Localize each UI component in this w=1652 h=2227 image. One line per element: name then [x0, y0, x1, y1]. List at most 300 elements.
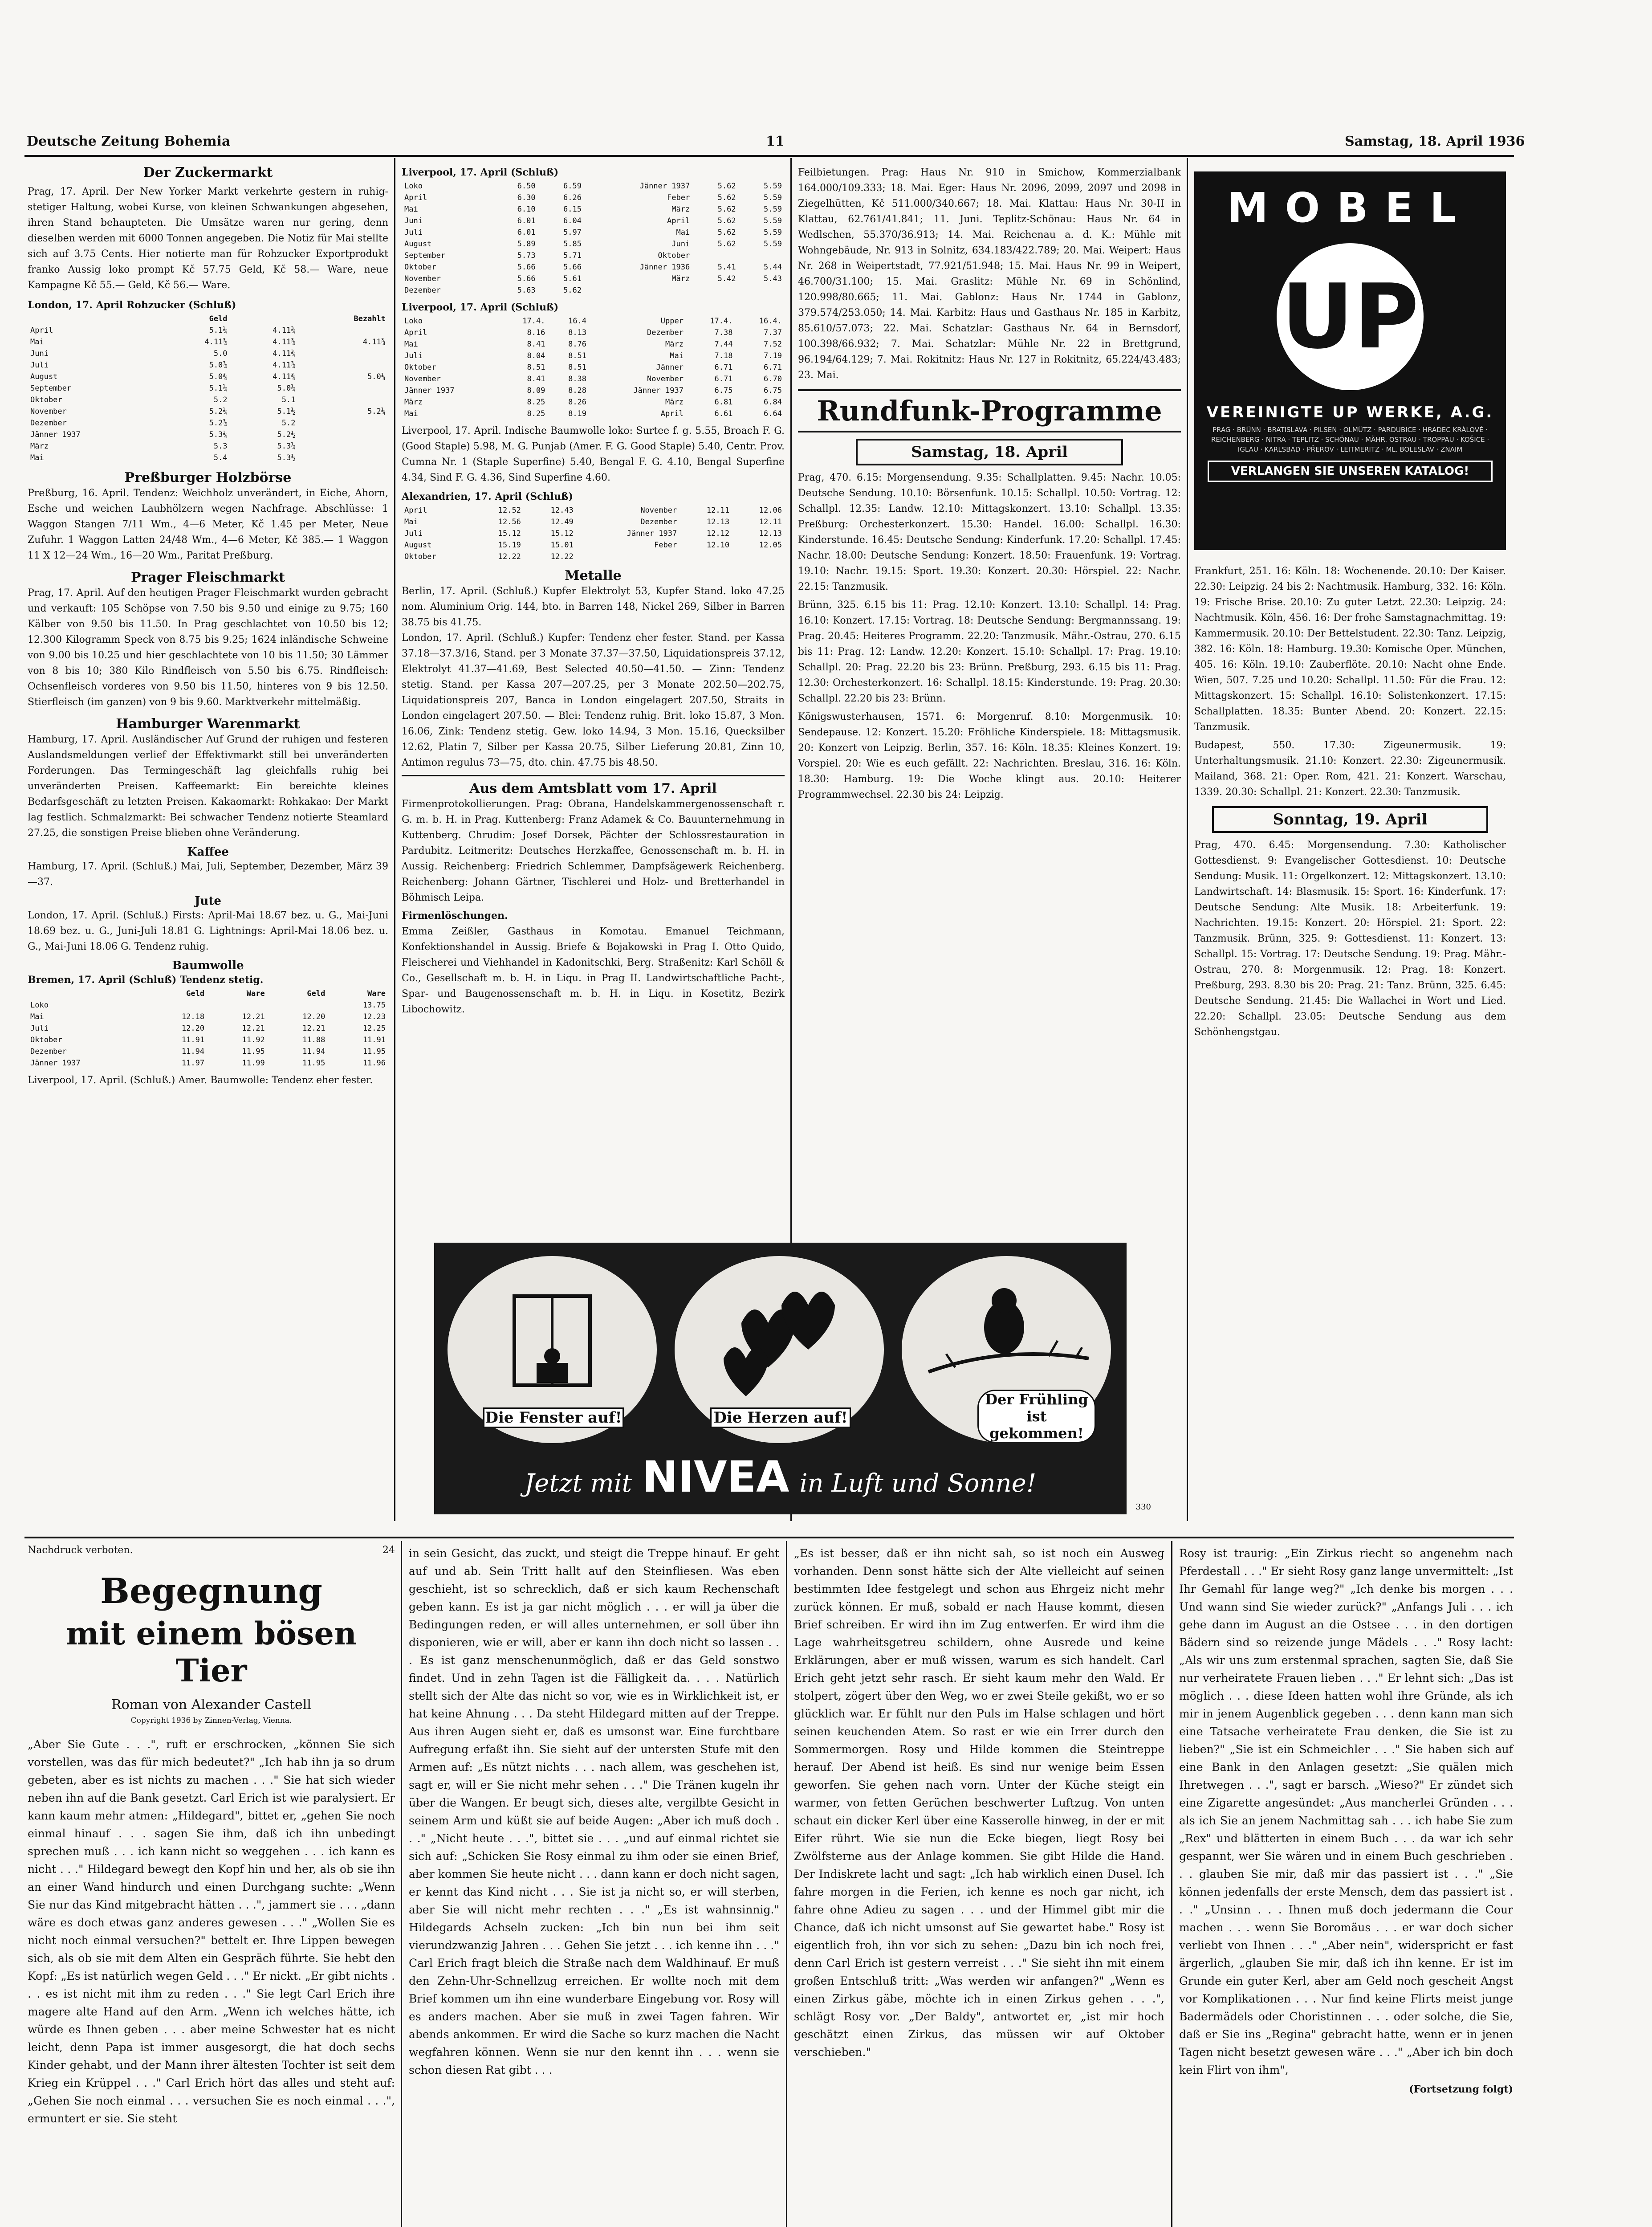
table-cell: 11.91 — [362, 1036, 386, 1044]
table-cell: 5.73 — [517, 251, 536, 260]
table-title: London, 17. April Rohzucker (Schluß) — [28, 299, 236, 311]
installment-number: 24 — [382, 1545, 395, 1556]
table-cell — [576, 551, 680, 563]
article-text: Berlin, 17. April. (Schluß.) Kupfer Elektrolyt 53, Kupfer Stand. loko 47.25 nom. Aluminium Orig. 144, bto. in Barren 148, Nickel 269, Silber in Barren 38.75 bis 41.75. — [402, 586, 785, 628]
table-cell: 7.37 — [764, 328, 782, 337]
ad-logo: UP — [1281, 265, 1419, 369]
table-cell: 6.30 — [517, 193, 536, 202]
column-divider — [394, 158, 395, 1521]
table-cell: Mai — [670, 351, 684, 360]
radio-schedule: Brünn, 325. 6.15 bis 11: Prag. 12.10: Konzert. 13.10: Schallpl. 14: Prag. 16.10: Konzert. 17.15: Vortrag. 18: Deutsche Sendung: Bergmannssang. 19: Prag. 20.45: Heiteres Programm. 22.20: Tanzmusik. Mähr.-Ostrau, 270. 6.15 bis 11: Prag. 12: Landw. 12.20: Konzert. 15.10: Schallpl. 17: Prag. 19.10: Schallpl. 20: Prag. 22.20 bis 23: Brünn. Preßburg, 293. 6.15 bis 11: Prag. 12.30: Orchesterkonzert. 16: Schallpl. 18.15: Kinderstunde. 19: Prag. 20.30: Schallpl. 22.20 bis 23: Brünn. — [798, 600, 1181, 704]
table-cell: April — [404, 506, 427, 515]
novel-copyright: Copyright 1936 by Zinnen-Verlag, Vienna. — [130, 1716, 292, 1725]
table-cell: 5.1¼ — [209, 384, 228, 393]
london-sugar-table — [28, 313, 388, 464]
table-cell: 6.70 — [764, 375, 782, 383]
table-cell — [207, 999, 268, 1011]
ad-panel-hearts — [675, 1256, 884, 1443]
table-cell: 8.41 — [527, 375, 545, 383]
table-row — [28, 325, 388, 336]
section-rule — [24, 1537, 1514, 1538]
table-row — [402, 516, 785, 528]
table-cell — [680, 551, 732, 563]
table-cell: Juni — [30, 349, 49, 358]
table-cell: 5.41 — [717, 263, 736, 272]
table-cell: 5.89 — [517, 240, 536, 249]
table-cell: 5.62 — [717, 193, 736, 202]
table-row — [28, 359, 388, 371]
table-cell: Jänner 1937 — [404, 386, 455, 395]
table-cell: 4.11¾ — [273, 372, 296, 381]
section-title: Preßburger Holzbörse — [124, 470, 292, 485]
table-cell: April — [667, 216, 690, 225]
table-row — [402, 528, 785, 539]
liverpool-table — [402, 180, 785, 296]
table-cell: November — [404, 375, 441, 383]
table-cell: Dezember — [30, 1047, 67, 1056]
slogan-pre: Jetzt mit — [524, 1469, 632, 1498]
table-cell: 4.11¾ — [273, 338, 296, 347]
ad-slogan — [434, 1452, 1127, 1502]
table-cell: 5.63 — [517, 286, 536, 295]
novel-column-2 — [409, 1545, 779, 2079]
table-cell: 11.94 — [181, 1047, 205, 1056]
table-cell: 6.61 — [714, 409, 733, 418]
section-title: Hamburger Warenmarkt — [116, 716, 300, 732]
slogan-post: in Luft und Sonne! — [799, 1469, 1037, 1498]
table-cell: 11.99 — [242, 1059, 265, 1068]
table-header-cell: Ware — [246, 989, 265, 998]
table-cell: Mai — [404, 205, 418, 214]
table-row — [402, 539, 785, 551]
table-row — [402, 385, 785, 396]
table-row — [402, 396, 785, 408]
table-cell: 12.05 — [759, 541, 782, 550]
table-cell — [739, 250, 785, 261]
table-cell: 5.62 — [717, 216, 736, 225]
table-cell: 12.22 — [550, 552, 574, 561]
table-cell: Oktober — [404, 552, 436, 561]
article-text: Preßburg, 16. April. Tendenz: Weichholz unverändert, in Eiche, Ahorn, Esche und weichen Laubhölzern wegen Nachfrage. Abschlüsse: 1 Waggon Stangen 7/11 Wm., 4—6 Meter, Kč 1.45 per Meter, Neue Zufuhr. 1 Waggon Latten 24/48 Wm., 4—6 Meter, Kč 385.— 1 Waggon 11 X 12—24 Wm., 16—20 Wm., Paritat Preßburg. — [28, 488, 388, 561]
table-cell: 8.38 — [568, 375, 587, 383]
table-cell: April — [660, 409, 684, 418]
table-cell: 6.75 — [764, 386, 782, 395]
table-cell: 12.20 — [302, 1012, 326, 1021]
table-cell: November — [640, 506, 677, 515]
table-cell: März — [671, 205, 690, 214]
table-cell: März — [30, 442, 49, 451]
article-text: London, 17. April. (Schluß.) Kupfer: Tendenz eher fester. Stand. per Kassa 37.18—37.3/16, Stand. per 3 Monate 37.37—37.50, Liquidationspreis 37.12, Elektrolyt 41.37—41.69, Best Selected 40.50—41.50. — Zinn: Tendenz stetig. Stand. per Kassa 207—207.25, per 3 Monate 202.50—202.75, Liquidationspreis 207, Banca in London eingelagert 207.50, Straits in London eingelagert 207.50. — Blei: Tendenz ruhig. Brit. loko 15.87, 3 Mon. 16.06, Zink: Tendenz stetig. Gew. loko 14.94, 3 Mon. 15.16, Quecksilber 12.62, Platin 7, Silber per Kassa 20.75, Silber Lieferung 20.81, Zinn 10, Antimon regulus 73—75, dto. chin. 47.75 bis 48.50. — [402, 632, 785, 768]
table-cell: 4.11¾ — [362, 338, 386, 347]
table-cell: 5.59 — [764, 216, 782, 225]
table-cell: 16.4 — [568, 317, 587, 326]
table-cell: Mai — [404, 340, 418, 349]
table-cell: Juli — [404, 351, 423, 360]
table-row — [402, 350, 785, 362]
table-cell: 8.28 — [568, 386, 587, 395]
table-cell: 12.20 — [181, 1024, 205, 1033]
table-cell: 12.43 — [550, 506, 574, 515]
table-cell: Juli — [404, 228, 423, 237]
table-cell: 17.4. — [710, 317, 733, 326]
table-cell: April — [30, 326, 53, 335]
table-cell: 13.75 — [362, 1001, 386, 1010]
ad-panel-window — [448, 1256, 657, 1443]
table-cell: Oktober — [30, 1036, 62, 1044]
subsection-title: Firmenlöschungen. — [402, 910, 508, 922]
table-cell: 5.85 — [563, 240, 582, 249]
table-cell: 4.11¾ — [273, 361, 296, 370]
table-cell: Juni — [671, 240, 690, 249]
table-cell: Loko — [404, 182, 423, 191]
table-row — [28, 406, 388, 417]
column-divider — [786, 1541, 787, 2227]
table-cell — [739, 285, 785, 296]
table-cell: März — [404, 398, 423, 407]
ad-caption: Die Herzen auf! — [710, 1407, 851, 1428]
table-cell: Mai — [404, 518, 418, 526]
table-cell: 4.11¾ — [204, 338, 228, 347]
table-cell: 5.1¼ — [209, 326, 228, 335]
table-row — [28, 1023, 388, 1034]
section-title: Aus dem Amtsblatt vom 17. April — [469, 781, 717, 796]
novel-text: Rosy ist traurig: „Ein Zirkus riecht so angenehm nach Pferdestall . . ." Er sieht Rosy ganz lange unvermittelt: „Ist Ihr Gemahl für lange weg?" „Ich denke bis morgen . . . Und wann sind Sie wieder zurück?" „Anfangs Juli . . . ich gehe dann im August an die Ostsee . . . in den dortigen Bädern sind so reizende junge Mädels . . ." Rosy lacht: „Als wir uns zum erstenmal sprachen, sagten Sie, daß Sie nur verheiratete Frauen lieben . . ." Er lehnt sich: „Das ist möglich . . . diese Ideen hatten wohl ihre Gründe, als ich mir in jenem Augenblick gegeben . . . denn kann man sich eine Tatsache verheiratete Frau denken, die Sie ist zu lieben?" „Sie ist ein Schmeichler . . ." Sie haben sich auf eine Bank in den Anlagen gesetzt: „Sie quälen mich Ihretwegen . . .", sagt er barsch. „Wieso?" Er zündet sich eine Zigarette angesündet: „Aus mancherlei Gründen . . . als ich Sie an jenem Nachmittag sah . . . ich habe Sie zum „Rex" und blätterten in einem Buch . . . da war ich sehr gespannt, wer Sie wären und in einem Buch geschrieben . . . glauben Sie mir, daß mir das passiert ist . . ." „Sie können jedenfalls der erste Mensch, dem das passiert ist . . ." „Unsinn . . . Ihnen muß doch jedermann die Cour machen . . . wenn Sie Boromäus . . . er war doch sicher verliebt von Ihnen . . ." „Aber nein", widerspricht er fast ärgerlich, „glauben Sie mir, daß ich ihn kenne. Er ist im Grunde ein guter Kerl, aber am Geld noch gescheit Angst vor Komplikationen . . . Nur find keine Flirts meist junge Badermädels oder Choristinnen . . . oder solche, die Sie, daß er Sie ins „Regina" gebracht hatte, wenn er in jenen Tagen nicht besetzt gewesen wäre . . ." „Aber ich bin doch kein Flirt von ihm", — [1179, 1547, 1513, 2076]
table-cell: Mai — [30, 338, 44, 347]
table-cell: Jänner 1937 — [30, 430, 81, 439]
table-cell: Jänner 1936 — [639, 263, 690, 272]
table-cell: 8.09 — [527, 386, 545, 395]
table-cell: Juni — [404, 216, 423, 225]
table-cell: 8.19 — [568, 409, 587, 418]
table-cell — [692, 250, 738, 261]
table-cell: November — [30, 407, 67, 416]
masthead-right: Samstag, 18. April 1936 — [1345, 134, 1525, 149]
table-cell: 8.51 — [527, 363, 545, 372]
table-cell: 5.66 — [517, 263, 536, 272]
table-row — [28, 336, 388, 348]
table-row — [402, 238, 785, 250]
nivea-brand: NIVEA — [642, 1452, 789, 1502]
table-cell — [298, 359, 388, 371]
table-row — [402, 180, 785, 192]
ad-brand-top: MOBEL — [1227, 184, 1473, 232]
table-cell — [146, 999, 207, 1011]
table-cell: Dezember — [404, 286, 441, 295]
table-row — [402, 327, 785, 339]
table-cell: 12.22 — [498, 552, 521, 561]
table-cell: 8.04 — [527, 351, 545, 360]
table-cell: 5.4 — [213, 453, 228, 462]
table-cell: 5.1 — [281, 396, 296, 404]
table-cell: 11.96 — [362, 1059, 386, 1068]
article-text: Liverpool, 17. April. (Schluß.) Amer. Baumwolle: Tendenz eher fester. — [28, 1075, 373, 1086]
table-cell: 17.4. — [522, 317, 545, 326]
article-text: Prag, 17. April. Der New Yorker Markt verkehrte gestern in ruhig-stetiger Haltung, wobei Kurse, von kleinen Schwankungen abgesehen, ihren Stand behaupteten. Die Umsätze waren nur gering, denn dieselben werden mit 6000 Tonnen angegeben. Die Notiz für Mai stellte sich auf 3.75 Cents. Hier notierte man für Rohzucker Exportprodukt franko Aussig loko prompt Kč 57.75 Geld, Kč 58.— Ware, neue Kampagne Kč 55.— Geld, Kč 56.— Ware. — [28, 186, 388, 291]
day-header-sunday: Sonntag, 19. April — [1212, 806, 1488, 833]
table-cell: 5.3¼ — [209, 430, 228, 439]
table-cell: 5.62 — [717, 205, 736, 214]
radio-schedule: Budapest, 550. 17.30: Zigeunermusik. 19: Unterhaltungsmusik. 21.10: Konzert. 22.30: Zigeunermusik. Mailand, 368. 21: Oper. Rom, 421. 21: Konzert. Warschau, 1339. 20.30: Schallpl. 21: Konzert. 22.30: Tanzmusik. — [1194, 740, 1506, 798]
table-row — [28, 1034, 388, 1046]
table-cell — [268, 999, 328, 1011]
table-cell — [298, 383, 388, 394]
table-cell — [732, 551, 785, 563]
table-row — [402, 192, 785, 204]
nivea-advertisement — [434, 1243, 1151, 1514]
table-row — [28, 429, 388, 441]
radio-schedule: Prag, 470. 6.15: Morgensendung. 9.35: Schallplatten. 9.45: Nachr. 10.05: Deutsche Sendung. 10.10: Börsenfunk. 10.15: Schallpl. 10.50: Vortrag. 12: Schallpl. 12.35: Landw. 12.10: Mittagskonzert. 13.10: Schallpl. 13.35: Preßburg: Orchesterkonzert. 15.30: Handel. 16.00: Schallpl. 16.30: Kinderstunde. 16.45: Deutsche Sendung: Kinderfunk. 17.20: Schallpl. 17.45: Nachr. 18.00: Deutsche Sendung: Konzert. 18.50: Frauenfunk. 19: Vortrag. 19.10: Nachr. 19.15: Sport. 19.30: Konzert. 20.30: Hörspiel. 22: Nachr. 22.15: Tanzmusik. — [798, 472, 1181, 592]
table-cell: Oktober — [30, 396, 62, 404]
novel-column-4 — [1179, 1545, 1513, 2095]
table-row — [28, 452, 388, 464]
table-header-cell: Bezahlt — [354, 314, 386, 323]
table-cell: 11.95 — [302, 1059, 326, 1068]
table-cell — [692, 285, 738, 296]
table-cell: 6.50 — [517, 182, 536, 191]
ad-caption: Die Fenster auf! — [483, 1407, 624, 1428]
table-cell: Mai — [30, 1012, 44, 1021]
table-cell: Juli — [30, 1024, 49, 1033]
table-cell: 5.59 — [764, 182, 782, 191]
alexandria-table — [402, 505, 785, 563]
novel-title-line-2: mit einem bösen Tier — [66, 1615, 357, 1689]
ad-call-to-action: VERLANGEN SIE UNSEREN KATALOG! — [1208, 461, 1493, 482]
table-row — [28, 1046, 388, 1057]
table-cell — [298, 441, 388, 452]
table-cell: 5.59 — [764, 205, 782, 214]
ad-code: 330 — [1135, 1502, 1151, 1512]
table-row — [28, 999, 388, 1011]
table-cell: 7.18 — [714, 351, 733, 360]
table-cell: 5.71 — [563, 251, 582, 260]
table-cell: April — [404, 328, 427, 337]
radio-schedule: Prag, 470. 6.45: Morgensendung. 7.30: Katholischer Gottesdienst. 9: Evangelischer Gottesdienst. 10: Deutsche Sendung: Musik. 11: Orgelkonzert. 12: Mittagskonzert. 13.10: Landwirtschaft. 14: Blasmusik. 15: Sport. 16: Kinderfunk. 17: Deutsche Sendung: Alte Musik. 18: Arbeiterfunk. 19: Nachrichten. 19.15: Konzert. 20: Hörspiel. 21: Sport. 22: Tanzmusik. Brünn, 325. 9: Gottesdienst. 11: Konzert. 13: Schallpl. 15: Vortrag. 17: Deutsche Sendung. 19: Prag. Mähr.-Ostrau, 270. 8: Morgenmusik. 12: Prag. 18: Konzert. Preßburg, 293. 8.30 bis 20: Prag. 21: Tanz. Brünn, 325. 6.45: Deutsche Sendung. 21.45: Die Wallachei in Wort und Lied. 22.20: Schallpl. 23.05: Deutsche Sendung aus dem Schönhengstgau. — [1194, 840, 1506, 1038]
column-divider — [1171, 1541, 1172, 2227]
table-cell: 7.52 — [764, 340, 782, 349]
table-cell: September — [30, 384, 72, 393]
table-header-cell: Geld — [186, 989, 205, 998]
table-cell: 5.59 — [764, 228, 782, 237]
bremen-cotton-table — [28, 988, 388, 1069]
table-cell: Oktober — [404, 363, 436, 372]
furniture-advertisement — [1194, 171, 1506, 550]
table-cell: 6.15 — [563, 205, 582, 214]
novel-column-3 — [794, 1545, 1164, 2061]
table-cell: 12.56 — [498, 518, 521, 526]
table-cell: November — [647, 375, 684, 383]
table-header-cell — [28, 988, 146, 999]
masthead-left: Deutsche Zeitung Bohemia — [27, 134, 231, 149]
column-divider — [401, 1541, 402, 2227]
table-title: Alexandrien, 17. April (Schluß) — [402, 491, 573, 502]
table-cell — [298, 452, 388, 464]
table-title: Liverpool, 17. April (Schluß) — [402, 302, 559, 313]
table-cell: Dezember — [647, 328, 684, 337]
table-cell: 8.25 — [527, 409, 545, 418]
table-row — [28, 394, 388, 406]
column-3 — [798, 165, 1181, 803]
table-cell — [298, 394, 388, 406]
table-cell: 5.1½ — [277, 407, 296, 416]
table-title: Liverpool, 17. April (Schluß) — [402, 167, 559, 178]
novel-text: in sein Gesicht, das zuckt, und steigt die Treppe hinauf. Er geht auf und ab. Sein Tritt hallt auf den Steinfliesen. Was eben geschieht, ist so schrecklich, daß er sich kaum Rechenschaft geben kann. Es ist ja gar nicht möglich . . . er will ja über die Bedingungen reden, er will alles unternehmen, er soll über ihn disponieren, wie er will, aber er kann ihn doch nicht so lassen . . . Es ist ganz menschenunmöglich, daß er das Geld sonstwo findet. Und in zehn Tagen ist die Fälligkeit da. . . . Natürlich stellt sich der Alte das nicht so vor, wie es in Wirklichkeit ist, er hat keine Ahnung . . . Da steht Hildegard mitten auf der Treppe. Aus ihren Augen sieht er, daß es umsonst war. Eine furchtbare Aufregung erfaßt ihn. Sie sieht auf der untersten Stufe mit den Armen auf: „Es nützt nichts . . . nach allem, was geschehen ist, sagt er, will er Sie nicht mehr sehen . . ." Die Tränen kugeln ihr über die Wangen. Er beugt sich, dieses alte, vergilbte Gesicht in seinem Arm und küßt sie auf beide Augen: „Aber ich muß doch . . ." „Nicht heute . . .", bittet sie . . . „und auf einmal richtet sie sich auf: „Schicken Sie Rosy einmal zu ihm oder sie einen Brief, aber kommen Sie heute nicht . . . dann kann er doch nicht sagen, er kennt das Kind nicht . . . Sie ist ja nicht so, er will sterben, aber Sie will nicht mehr rechten . . ." „Es ist wahnsinnig." Hildegards Achseln zucken: „Ich bin nun bei ihm seit vierundzwanzig Jahren . . . Gehen Sie jetzt . . . ich kenne ihn . . ." Carl Erich fragt bleich die Straße nach dem Waldhinauf. Er muß den Zehn-Uhr-Schnellzug erreichen. Er wollte noch mit dem Brief kommen um ihn eine wunderbare Eingebung vor. Rosy will es anders machen. Aber sie muß in zwei Tagen fahren. Wir abends ankommen. Er wird die Sache so kurz machen die Nacht wegfahren können. Wenn sie nur den kennt ihn . . . wenn sie schon diesen Rat gibt . . . — [409, 1547, 779, 2076]
table-cell: 5.62 — [717, 240, 736, 249]
table-row — [402, 315, 785, 327]
table-row — [402, 551, 785, 563]
section-title: Kaffee — [187, 845, 229, 859]
table-cell: 6.84 — [764, 398, 782, 407]
page-number: 11 — [766, 134, 785, 149]
novel-column-1 — [28, 1545, 395, 2128]
article-text: Liverpool, 17. April. Indische Baumwolle loko: Surtee f. g. 5.55, Broach F. G. (Good Staple) 5.98, M. G. Punjab (Amer. F. G. Good Staple) 5.40, Centr. Prov. Cumna Nr. 1 (Staple Superfine) 5.40, Bengal F. G. 4.10, Bengal Superfine 4.34, Sind F. G. 4.36, Sind Superfine 4.60. — [402, 425, 785, 483]
table-cell: 5.44 — [764, 263, 782, 272]
novel-author: Roman von Alexander Castell — [111, 1697, 311, 1713]
table-cell: 5.3 — [213, 442, 228, 451]
table-cell: 12.06 — [759, 506, 782, 515]
table-row — [28, 348, 388, 359]
table-cell: August — [404, 541, 432, 550]
table-cell: Jänner 1937 — [627, 529, 677, 538]
radio-schedule: Frankfurt, 251. 16: Köln. 18: Wochenende. 20.10: Der Kaiser. 22.30: Leipzig. 24 bis 2: Nachtmusik. Hamburg, 332. 16: Köln. 19: Frische Brise. 20.10: Zu guter Letzt. 22.30: Leipzig. 24: Nachtmusik. Köln, 456. 16: Der frohe Samstagnachmittag. 19: Kammermusik. 20.10: Der Bettelstudent. 22.30: Tanz. Leipzig, 382. 16: Köln. 18: Hamburg. 19.30: Komische Oper. München, 405. 16: Köln. 19.10: Zauberflöte. 20.10: Nacht ohne Ende. Wien, 507. 7.25 und 10.20: Schallpl. 11.50: Für die Frau. 12: Mittagskonzert. 15: Schallpl. 16.10: Solistenkonzert. 17.15: Schallplatten. 18.35: Bunter Abend. 20: Konzert. 22.15: Tanzmusik. — [1194, 566, 1506, 733]
ad-panel-bird — [902, 1256, 1111, 1443]
table-row — [402, 250, 785, 261]
table-cell: 7.44 — [714, 340, 733, 349]
divider — [402, 775, 785, 776]
radio-column-4 — [1194, 563, 1506, 1040]
table-cell: 8.26 — [568, 398, 587, 407]
table-cell: November — [404, 274, 441, 283]
table-row — [402, 362, 785, 373]
table-cell: 12.11 — [706, 506, 730, 515]
table-cell: 6.71 — [764, 363, 782, 372]
table-row — [402, 285, 785, 296]
novel-text: „Es ist besser, daß er ihn nicht sah, so ist noch ein Ausweg vorhanden. Denn sonst hätte sich der Alte vielleicht auf seinen bestimmten Idee festgelegt und schon aus Ehrgeiz nicht mehr zurück können. Er muß, sobald er nach Hause kommt, diesen Brief schreiben. Er wird ihn im Zug entwerfen. Er wird ihm die Lage wahrheitsgetreu schildern, ohne Ausrede und keine Erklärungen, aber er muß wissen, warum es sich handelt. Carl Erich geht jetzt sehr rasch. Er sieht kaum mehr den Wald. Er stolpert, zögert über den Weg, wo er zwei Steile gekißt, wo er so glücklich war. Er fühlt nur den Puls im Halse schlagen und hört seinen keuchenden Atem. So rast er wie ein Irrer durch den Sommermorgen. Rosy und Hilde kommen die Steintreppe herauf. Der Abend ist heiß. Es sind nur wenige beim Essen geworfen. Sie gehen nach vorn. Unter der Küche steigt ein warmer, von fetten Gerüchen beschwerter Luftzug. Von unten schaut ein dicker Kerl über eine Kasserolle hinweg, in der er mit Eifer rührt. Wie sie nun die Ecke biegen, liegt Rosy bei Zwölfsterne aus der Anlage kommen. Sie gibt Hilde die Hand. Der Indiskrete lacht und sagt: „Ich hab wirklich einen Dusel. Ich fahre morgen in die Ferien, ich kenne es noch gar nicht, ich fahre ohne Adieu zu sagen . . . und der Himmel gibt mir die Chance, daß ich nicht umsonst auf Sie gewartet habe." Rosy ist eigentlich froh, ihn vor sich zu sehen: „Dazu bin ich noch frei, denn Carl Erich ist gestern verreist . . ." Sie sieht ihn mit einem großen Entschluß tritt: „Was werden wir anfangen?" „Wenn es einen Zirkus gäbe, möchte ich in einen Zirkus gehen . . .", schlägt Rosy vor. „Der Baldy", antwortet er, „ist mir hoch geschätzt einen Zirkus, das müssen wir auf Oktober verschieben." — [794, 1547, 1164, 2059]
market-column-2 — [402, 165, 785, 1017]
table-cell: Juli — [404, 529, 423, 538]
table-cell: 15.01 — [550, 541, 574, 550]
ad-caption: Der Frühling ist gekommen! — [977, 1390, 1096, 1443]
table-cell: 12.13 — [706, 518, 730, 526]
table-row — [402, 204, 785, 215]
table-cell: 11.88 — [302, 1036, 326, 1044]
table-cell: 5.0 — [213, 349, 228, 358]
table-cell: 5.59 — [764, 240, 782, 249]
table-cell: 16.4. — [759, 317, 782, 326]
table-cell: 6.71 — [714, 375, 733, 383]
table-cell: 8.41 — [527, 340, 545, 349]
continuation-notice: (Fortsetzung folgt) — [1409, 2084, 1513, 2095]
table-cell: 5.0¾ — [209, 361, 228, 370]
article-text: Firmenprotokollierungen. Prag: Obrana, Handelskammergenossenschaft r. G. m. b. H. in Prag. Kuttenberg: Franz Adamek & Co. Bauunternehmung in Kuttenberg. Chrudim: Josef Dorsek, Pächter der Schlossrestauration in Pardubitz. Leitmeritz: Deutsches Herzkaffee, Genossenschaft m. b. H. in Aussig. Reichenberg: Friedrich Schlemmer, Dampfsägewerk Reichenberg. Reichenberg: Johann Gärtner, Tischlerei und Holz- und Bretterhandel in Böhmisch Leipa. — [402, 799, 785, 903]
table-cell: 12.10 — [706, 541, 730, 550]
table-cell: 12.49 — [550, 518, 574, 526]
table-cell: 6.04 — [563, 216, 582, 225]
table-cell: 5.66 — [563, 263, 582, 272]
table-cell: 6.26 — [563, 193, 582, 202]
radio-programs-title: Rundfunk-Programme — [798, 389, 1181, 432]
table-cell: 4.11¾ — [273, 326, 296, 335]
table-cell: Juli — [30, 361, 49, 370]
table-cell: Jänner — [656, 363, 684, 372]
table-cell: 6.71 — [714, 363, 733, 372]
table-cell: Jänner 1937 — [639, 182, 690, 191]
table-cell: 5.66 — [517, 274, 536, 283]
table-cell: 5.2 — [213, 396, 228, 404]
table-cell — [298, 348, 388, 359]
table-row — [402, 373, 785, 385]
table-row — [28, 1011, 388, 1023]
table-cell — [298, 325, 388, 336]
novel-text: „Aber Sie Gute . . .", ruft er erschrocken, „können Sie sich vorstellen, was das für mich bedeutet?" „Ich hab ihn ja so drum gebeten, aber es ist nichts zu machen . . ." Sie hat sich wieder neben ihn auf die Bank gesetzt. Carl Erich ist wie paralysiert. Er kann kaum mehr atmen: „Hildegard", bittet er, „gehen Sie noch einmal hinauf . . . sagen Sie ihm, daß ich ihn unbedingt sprechen muß . . . ich kann nicht so weggehen . . . ich kann es nicht . . ." Hildegard bewegt den Kopf hin und her, als ob sie ihn an einer Wand hindurch und einen Durchgang suchte: „Wenn Sie nur das Kind mitgebracht hätten . . .", jammert sie . . . „dann wäre es doch etwas ganz anderes gewesen . . ." „Wollen Sie es nicht noch einmal versuchen?" bettelt er. Ihre Lippen bewegen sich, als ob sie mit dem Alten ein Gespräch führte. Sie hebt den Kopf: „Es ist natürlich wegen Geld . . ." Er nickt. „Er gibt nichts . . . es ist nicht mit ihm zu reden . . ." Sie legt Carl Erich ihre magere alte Hand auf den Arm. „Wenn ich welches hätte, ich würde es Ihnen geben . . . aber meine Schwester hat es nicht leicht, denn Papa ist immer ausgesorgt, die hat doch sechs Kinder gehabt, und der Mann ihrer ältesten Tochter ist seit dem Krieg ein Krüppel . . ." Carl Erich hört das alles und steht auf: „Gehen Sie noch einmal . . . versuchen Sie es noch einmal . . .", ermuntert er sie. Sie steht — [28, 1738, 395, 2125]
market-column-1 — [28, 165, 388, 1088]
table-cell: 6.01 — [517, 216, 536, 225]
table-cell: 8.16 — [527, 328, 545, 337]
table-cell: Oktober — [404, 263, 436, 272]
table-cell: 8.51 — [568, 351, 587, 360]
table-cell: Mai — [676, 228, 690, 237]
table-cell: März — [671, 274, 690, 283]
table-cell: 11.94 — [302, 1047, 326, 1056]
table-cell: April — [404, 193, 427, 202]
table-row — [28, 417, 388, 429]
table-cell: August — [30, 372, 58, 381]
table-row — [28, 383, 388, 394]
table-cell: 6.59 — [563, 182, 582, 191]
table-header-cell — [230, 313, 298, 325]
table-cell: 12.21 — [242, 1012, 265, 1021]
table-cell: Jänner 1937 — [30, 1059, 81, 1068]
table-cell — [298, 429, 388, 441]
table-cell: 8.13 — [568, 328, 587, 337]
table-cell: 15.12 — [550, 529, 574, 538]
section-title: Jute — [195, 894, 221, 908]
table-row — [402, 408, 785, 420]
table-cell: 12.52 — [498, 506, 521, 515]
table-cell: 5.62 — [717, 228, 736, 237]
table-cell: 5.42 — [717, 274, 736, 283]
table-cell: 12.11 — [759, 518, 782, 526]
table-cell: 6.01 — [517, 228, 536, 237]
article-text: London, 17. April. (Schluß.) Firsts: April-Mai 18.67 bez. u. G., Mai-Juni 18.69 bez. u. G., Juni-Juli 18.81 G. Lightnings: April-Mai 18.06 bez. u. G., Mai-Juni 18.06 G. Tendenz ruhig. — [28, 910, 388, 952]
table-cell: 7.38 — [714, 328, 733, 337]
table-cell: Loko — [30, 1001, 49, 1010]
table-cell: 5.2 — [281, 419, 296, 428]
table-cell: August — [404, 240, 432, 249]
section-title: Der Zuckermarkt — [143, 165, 273, 180]
table-cell: 6.81 — [714, 398, 733, 407]
table-row — [402, 273, 785, 285]
masthead-rule — [24, 155, 1514, 157]
table-header-cell — [28, 313, 162, 325]
table-cell: 15.19 — [498, 541, 521, 550]
table-cell: 8.51 — [568, 363, 587, 372]
article-text: Hamburg, 17. April. Ausländischer Auf Grund der ruhigen und festeren Auslandsmeldungen verlief der Effektivmarkt still bei unveränderten Forderungen. Das Termingeschäft lag gleichfalls ruhig bei unveränderten Preisen. Kaffeemarkt: Ein bereichte kleines Bedarfsgeschäft zu letzten Preisen. Kakaomarkt: Rohkakao: Der Markt lag festlich. Schmalzmarkt: Bei schwacher Tendenz notierte Steamlard 27.25, die sonstigen Preise blieben ohne Veränderung. — [28, 734, 388, 839]
table-cell: 5.3½ — [277, 453, 296, 462]
table-cell: 5.97 — [563, 228, 582, 237]
table-cell: Jänner 1937 — [633, 386, 684, 395]
table-cell: 5.62 — [563, 286, 582, 295]
table-header-cell: Geld — [209, 314, 228, 323]
table-cell: 5.0¾ — [209, 372, 228, 381]
table-cell: 5.2½ — [277, 430, 296, 439]
article-text: Prag, 17. April. Auf den heutigen Prager Fleischmarkt wurden gebracht und verkauft: 105 Schöpse von 7.50 bis 9.50 und einige zu 9.75; 160 Kälber von 9.50 bis 11.50. In Prag geschlachtet von 10.50 bis 12; 12.300 Kilogramm Speck von 8.75 bis 9.25; 1624 inländische Schweine von 9.00 bis 10.25 und hier geschlachtete von 10 bis 11.50; 30 Lämmer von 8 bis 10; 380 Kilo Rindfleisch von 5.50 bis 6.75. Rindfleisch: Ochsenfleisch vorderes von 9.50 bis 11.50, hinteres von 9 bis 12.50. Stierfleisch (im ganzen) von 9 bis 9.60. Marktverkehr mittelmäßig. — [28, 587, 388, 708]
table-cell: 12.13 — [759, 529, 782, 538]
table-cell: 12.12 — [706, 529, 730, 538]
table-row — [402, 505, 785, 516]
table-cell: 12.21 — [302, 1024, 326, 1033]
table-cell: 6.10 — [517, 205, 536, 214]
table-cell: März — [665, 340, 684, 349]
